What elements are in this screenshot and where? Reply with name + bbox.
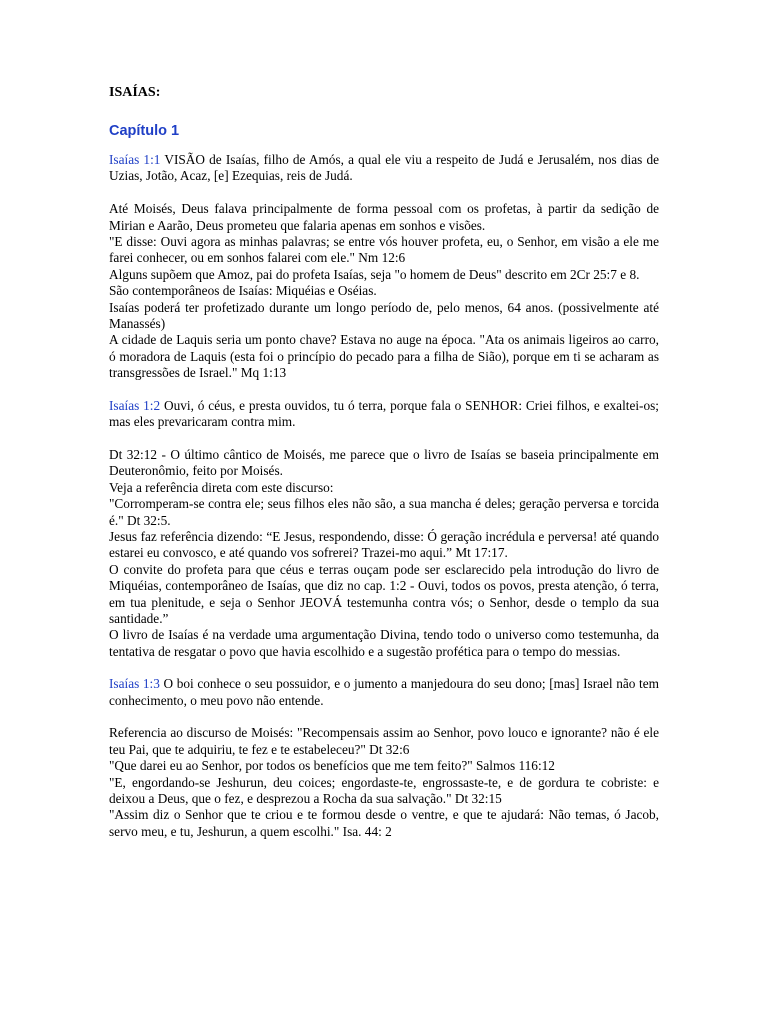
verse-paragraph [109,398,659,431]
verse-paragraph [109,152,659,185]
verse-text: O boi conhece o seu possuidor, e o jumento a manjedoura do seu dono; [mas] Israel não tem conhecimento, o meu povo não entende. [109,676,659,708]
commentary-paragraph: "Que darei eu ao Senhor, por todos os benefícios que me tem feito?" Salmos 116:12 [109,758,555,774]
commentary-paragraph: "Assim diz o Senhor que te criou e te formou desde o ventre, e que te ajudará: Não temas, ó Jacob, servo meu, e tu, Jeshurun, a quem escolhi." Isa. 44: 2 [109,807,659,839]
commentary-paragraph: Isaías poderá ter profetizado durante um longo período de, pelo menos, 64 anos. (possivelmente até Manassés) [109,299,659,332]
verse-reference-link[interactable]: Isaías 1:2 [109,397,161,413]
commentary-paragraph: O livro de Isaías é na verdade uma argumentação Divina, tendo todo o universo como testemunha, da tentativa de resgatar o povo que havia escolhido e a sugestão profética para o tempo do messias. [109,627,659,659]
verse-section-1 [109,152,659,382]
verse-reference-link[interactable]: Isaías 1:3 [109,676,160,692]
commentary-paragraph: Referencia ao discurso de Moisés: "Recompensais assim ao Senhor, povo louco e ignorante? não é ele teu Pai, que te adquiriu, te fez e te estabeleceu?" Dt 32:6 [109,725,659,757]
book-title: ISAÍAS: [109,85,161,100]
commentary-paragraph: O convite do profeta para que céus e terras ouçam pode ser esclarecido pela introdução do livro de Miquéias, contemporâneo de Isaías, que diz no cap. 1:2 - Ouvi, todos os povos, presta atenção, ó terra, em tua plenitude, e seja o Senhor JEOVÁ testemunha contra vós; o Senhor, desde o templo da sua santidade.” [109,561,659,626]
commentary-paragraph: São contemporâneos de Isaías: Miquéias e Oséias. [109,283,377,299]
commentary-paragraph: "E, engordando-se Jeshurun, deu coices; engordaste-te, engrossaste-te, e de gordura te cobriste: e deixou a Deus, que o fez, e desprezou a Rocha da sua salvação." Dt 32:15 [109,774,659,806]
commentary-paragraph: Até Moisés, Deus falava principalmente de forma pessoal com os profetas, à partir da sedição de Mirian e Aarão, Deus prometeu que falaria apenas em sonhos e visões. [109,201,659,233]
commentary-paragraph: Veja a referência direta com este discurso: [109,479,334,495]
verse-paragraph [109,676,659,709]
verse-section-2 [109,398,659,660]
commentary-paragraph: A cidade de Laquis seria um ponto chave? Estava no auge na época. "Ata os animais ligeiros ao carro, ó moradora de Laquis (esta foi o princípio do pecado para a filha de Sião), porque em ti se acharam as transgressões de Israel." Mq 1:13 [109,332,659,381]
verse-text: Ouvi, ó céus, e presta ouvidos, tu ó terra, porque fala o SENHOR: Criei filhos, e exaltei-os; mas eles prevaricaram contra mim. [109,397,660,430]
paragraph-gap [109,430,659,446]
commentary-paragraph: "E disse: Ouvi agora as minhas palavras; se entre vós houver profeta, eu, o Senhor, em visão a ele me farei conhecer, ou em sonhos falarei com ele." Nm 12:6 [109,234,659,266]
commentary-paragraph: Jesus faz referência dizendo: “E Jesus, respondendo, disse: Ó geração incrédula e perversa! até quando estarei eu convosco, e até quando vos sofrerei? Trazei-mo aqui.” Mt 17:17. [109,528,659,561]
paragraph-gap [109,185,659,201]
verse-reference-link[interactable]: Isaías 1:1 [109,152,161,167]
commentary-paragraph: Alguns supõem que Amoz, pai do profeta Isaías, seja "o homem de Deus" descrito em 2Cr 25:7 e 8. [109,266,640,282]
chapter-title: Capítulo 1 [109,123,180,139]
commentary-paragraph: Dt 32:12 - O último cântico de Moisés, me parece que o livro de Isaías se baseia principalmente em Deuteronômio, feito por Moisés. [109,446,659,479]
verse-text: VISÃO de Isaías, filho de Amós, a qual ele viu a respeito de Judá e Jerusalém, nos dias de Uzias, Jotão, Acaz, [e] Ezequias, reis de Judá. [109,152,660,184]
commentary-paragraph: "Corromperam-se contra ele; seus filhos eles não são, a sua mancha é deles; geração perversa e torcida é." Dt 32:5. [109,496,659,528]
verse-section-3 [109,676,659,840]
document-page [109,84,659,840]
paragraph-gap [109,709,659,725]
